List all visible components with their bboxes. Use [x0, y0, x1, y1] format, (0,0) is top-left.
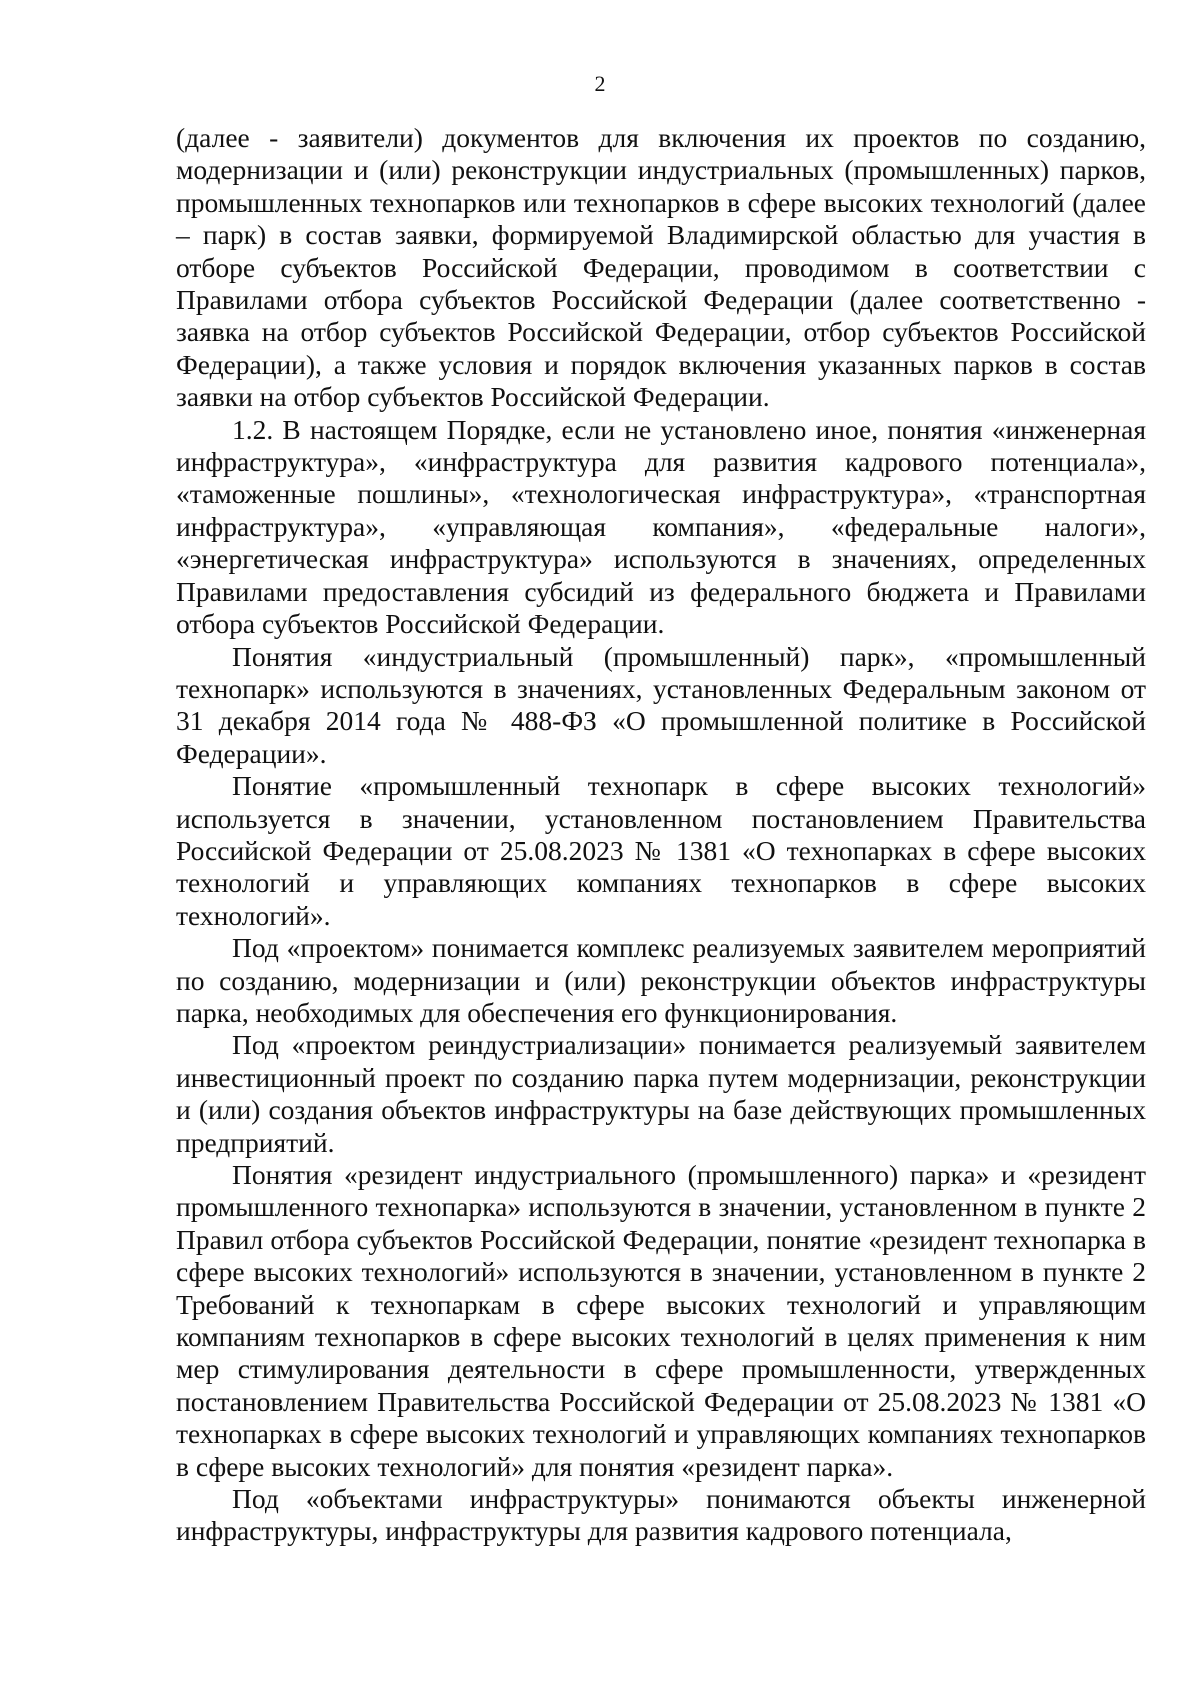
paragraph-high-tech-technopark-definition: Понятие «промышленный технопарк в сфере высоких технологий» используется в значении, установленном постановлением Правительства Российской Федерации от 25.08.2023 № 1381 «О технопарках в сфере высоких технологий и управляющих компаниях технопарков в сфере высоких технологий».	[176, 770, 1146, 931]
page-number: 2	[594, 71, 606, 96]
paragraph-resident-definition: Понятия «резидент индустриального (промышленного) парка» и «резидент промышленного технопарка» используются в значении, установленном в пункте 2 Правил отбора субъектов Российской Федерации, понятие «резидент технопарка в сфере высоких технологий» используются в значении, установленном в пункте 2 Требований к технопаркам в сфере высоких технологий и управляющим компаниям технопарков в сфере высоких технологий в целях применения к ним мер стимулирования деятельности в сфере промышленности, утвержденных постановлением Правительства Российской Федерации от 25.08.2023 № 1381 «О технопарках в сфере высоких технологий и управляющих компаниях технопарков в сфере высоких технологий» для понятия «резидент парка».	[176, 1159, 1146, 1482]
paragraph-industrial-park-definition: Понятия «индустриальный (промышленный) парк», «промышленный технопарк» используются в значениях, установленных Федеральным законом от 31 декабря 2014 года № 488-ФЗ «О промышленной политике в Российской Федерации».	[176, 640, 1146, 769]
paragraph-continuation: (далее - заявители) документов для включения их проектов по созданию, модернизации и (или) реконструкции индустриальных (промышленных) парков, промышленных технопарков или технопарков в сфере высоких технологий (далее – парк) в состав заявки, формируемой Владимирской областью для участия в отборе субъектов Российской Федерации, проводимом в соответствии с Правилами отбора субъектов Российской Федерации (далее соответственно - заявка на отбор субъектов Российской Федерации, отбор субъектов Российской Федерации), а также условия и порядок включения указанных парков в состав заявки на отбор субъектов Российской Федерации.	[176, 122, 1146, 413]
document-body	[176, 122, 1146, 1548]
paragraph-project-definition: Под «проектом» понимается комплекс реализуемых заявителем мероприятий по созданию, модернизации и (или) реконструкции объектов инфраструктуры парка, необходимых для обеспечения его функционирования.	[176, 932, 1146, 1028]
paragraph-infrastructure-objects-definition: Под «объектами инфраструктуры» понимаются объекты инженерной инфраструктуры, инфраструктуры для развития кадрового потенциала,	[176, 1483, 1146, 1547]
paragraph-clause-1-2: 1.2. В настоящем Порядке, если не установлено иное, понятия «инженерная инфраструктура», «инфраструктура для развития кадрового потенциала», «таможенные пошлины», «технологическая инфраструктура», «транспортная инфраструктура», «управляющая компания», «федеральные налоги», «энергетическая инфраструктура» используются в значениях, определенных Правилами предоставления субсидий из федерального бюджета и Правилами отбора субъектов Российской Федерации.	[176, 413, 1146, 640]
paragraph-reindustrialization-definition: Под «проектом реиндустриализации» понимается реализуемый заявителем инвестиционный проект по созданию парка путем модернизации, реконструкции и (или) создания объектов инфраструктуры на базе действующих промышленных предприятий.	[176, 1029, 1146, 1158]
